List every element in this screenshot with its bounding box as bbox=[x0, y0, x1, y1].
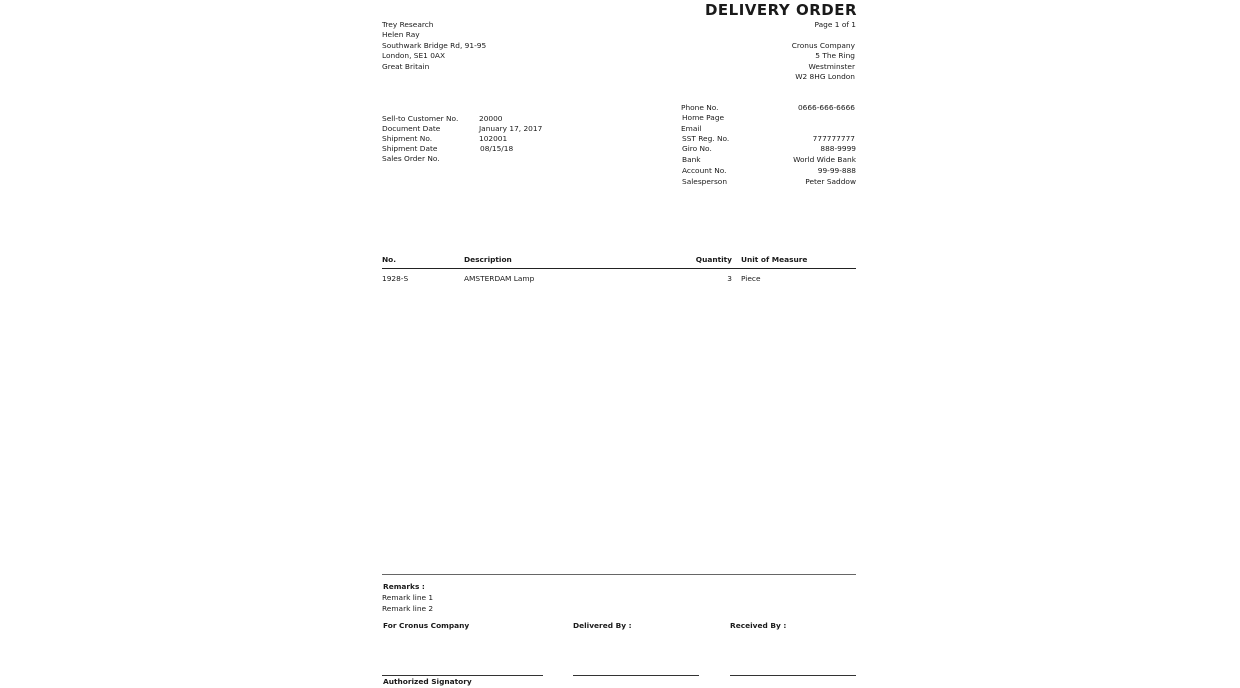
row-description: AMSTERDAM Lamp bbox=[464, 274, 535, 283]
column-header-description: Description bbox=[464, 255, 512, 264]
column-header-quantity: Quantity bbox=[695, 255, 732, 264]
received-by-label: Received By : bbox=[730, 621, 787, 630]
column-header-unit-of-measure: Unit of Measure bbox=[741, 255, 808, 264]
company-address-line: W2 8HG London bbox=[795, 72, 855, 81]
for-company-label: For Cronus Company bbox=[383, 621, 470, 630]
order-info-label: Document Date bbox=[382, 124, 441, 133]
row-unit-of-measure: Piece bbox=[741, 274, 761, 283]
order-info-label: Sell-to Customer No. bbox=[382, 114, 459, 123]
column-header-no: No. bbox=[382, 255, 397, 264]
order-info-value: 20000 bbox=[479, 114, 503, 123]
order-info-label: Shipment Date bbox=[382, 144, 438, 153]
company-info-value: 99-99-888 bbox=[817, 166, 856, 175]
remark-line: Remark line 1 bbox=[382, 593, 434, 602]
customer-address-line: Southwark Bridge Rd, 91-95 bbox=[382, 41, 487, 50]
order-info-label: Sales Order No. bbox=[382, 154, 440, 163]
delivered-by-signature-line bbox=[573, 675, 699, 676]
company-info-label: Home Page bbox=[682, 113, 725, 122]
company-info-value: 888-9999 bbox=[820, 144, 856, 153]
company-address-line: Westminster bbox=[808, 62, 855, 71]
row-no: 1928-S bbox=[382, 274, 409, 283]
document-title: DELIVERY ORDER bbox=[704, 1, 857, 19]
authorized-signatory-label: Authorized Signatory bbox=[383, 677, 472, 686]
company-info-label: Account No. bbox=[682, 166, 727, 175]
company-info-value: World Wide Bank bbox=[793, 155, 856, 164]
footer-divider bbox=[382, 574, 856, 575]
order-info-value: January 17, 2017 bbox=[479, 124, 543, 133]
received-by-signature-line bbox=[730, 675, 856, 676]
customer-address-line: London, SE1 0AX bbox=[382, 51, 446, 60]
company-info-label: Email bbox=[681, 124, 702, 133]
row-quantity: 3 bbox=[727, 274, 732, 283]
remarks-label: Remarks : bbox=[383, 582, 425, 591]
company-info-value: Peter Saddow bbox=[805, 177, 856, 186]
table-header-divider bbox=[382, 268, 856, 269]
company-info-label: Phone No. bbox=[681, 103, 719, 112]
order-info-label: Shipment No. bbox=[382, 134, 433, 143]
company-signature-line bbox=[382, 675, 543, 676]
customer-address-line: Helen Ray bbox=[382, 30, 420, 39]
company-info-label: SST Reg. No. bbox=[682, 134, 730, 143]
company-info-label: Bank bbox=[682, 155, 701, 164]
page-label: Page 1 of 1 bbox=[814, 20, 856, 29]
company-info-label: Salesperson bbox=[682, 177, 728, 186]
order-info-value: 08/15/18 bbox=[480, 144, 514, 153]
company-info-label: Giro No. bbox=[682, 144, 712, 153]
company-address-line: 5 The Ring bbox=[815, 51, 855, 60]
company-address-line: Cronus Company bbox=[791, 41, 855, 50]
order-info-value: 102001 bbox=[479, 134, 508, 143]
customer-address-line: Great Britain bbox=[382, 62, 430, 71]
delivered-by-label: Delivered By : bbox=[573, 621, 632, 630]
company-info-value: 0666-666-6666 bbox=[797, 103, 855, 112]
customer-address-line: Trey Research bbox=[382, 20, 434, 29]
company-info-value: 777777777 bbox=[812, 134, 855, 143]
remark-line: Remark line 2 bbox=[382, 604, 434, 613]
